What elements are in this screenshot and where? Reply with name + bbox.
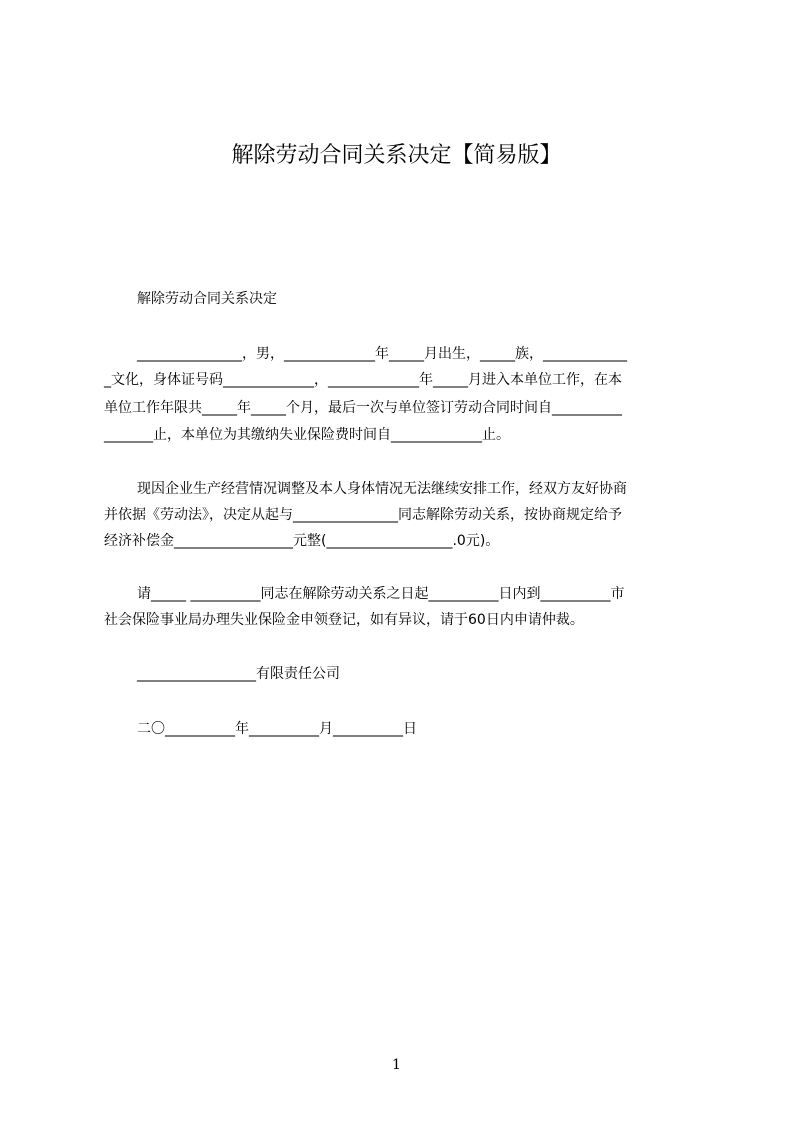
- paragraph-2-line-1: 现因企业生产经营情况调整及本人身体情况无法继续安排工作，经双方友好协商: [137, 481, 627, 497]
- page-number: 1: [392, 1057, 401, 1073]
- section-heading: 解除劳动合同关系决定: [137, 291, 277, 307]
- paragraph-3-line-1: 请_____ __________同志在解除劳动关系之日起__________日内到__________市: [137, 586, 625, 602]
- date-line: 二〇__________年__________月__________日: [137, 721, 417, 737]
- company-signature-line: _________________有限责任公司: [137, 666, 340, 682]
- paragraph-2-line-2: 并依据《劳动法》，决定从起与_______________同志解除劳动关系，按协商规定给予: [104, 507, 622, 523]
- paragraph-1-line-2: _文化，身体证号码_____________，_____________年_____月进入本单位工作，在本: [104, 372, 622, 388]
- paragraph-1-line-1: _______________，男，_____________年_____月出生，_____族，____________: [137, 346, 627, 362]
- document-title: 解除劳动合同关系决定【简易版】: [231, 143, 562, 168]
- paragraph-1-line-4: _______止，本单位为其缴纳失业保险费时间自_____________止。: [104, 427, 510, 443]
- paragraph-2-line-3: 经济补偿金_________________元整(__________________.0元)。: [104, 533, 500, 549]
- paragraph-1-line-3: 单位工作年限共_____年_____个月，最后一次与单位签订劳动合同时间自__________: [104, 400, 622, 416]
- paragraph-3-line-2: 社会保险事业局办理失业保险金申领登记，如有异议，请于60日内申请仲裁。: [104, 612, 584, 628]
